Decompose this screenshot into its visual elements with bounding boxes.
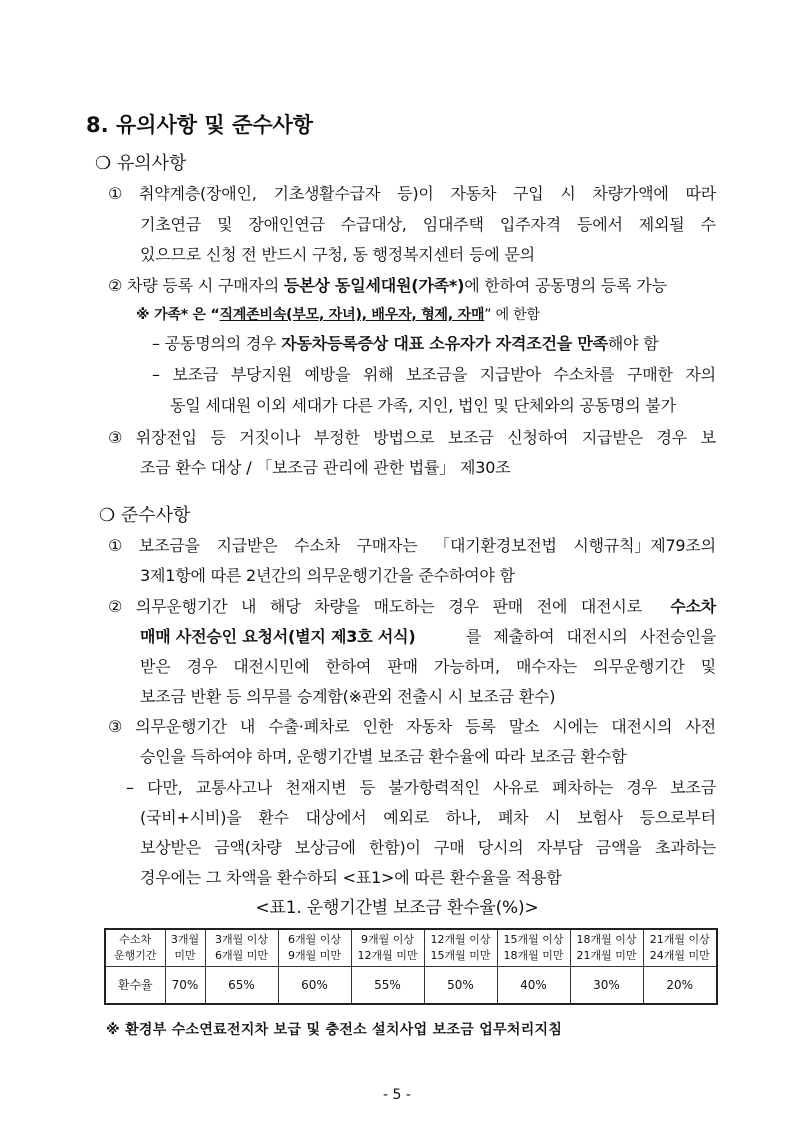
table-header-cell: 6개월 이상 9개월 미만 [278,929,351,967]
word: 당시의 [477,838,524,857]
word: 사유로 [493,778,539,797]
compliance-item2-line4: 보조금 반환 등 의무를 승계함(※관외 전출시 시 보조금 환수) [140,687,556,706]
word: 입주자격 [499,215,561,234]
word: 방법으로 [373,428,435,447]
word: 보험사 [577,808,623,827]
word: 의무운행기간 [593,657,685,676]
word: 대전시민에 [233,657,310,676]
word: ③ [108,717,123,736]
word: 보 [700,428,716,447]
word: 다만, [147,778,183,797]
table-value-cell: 60% [278,967,351,1005]
notes-item2-dash1-bold: 자동차등록증상 대표 소유자가 자격조건을 만족 [281,334,608,353]
word: 지급받은 [581,428,643,447]
word: 등으로부터 [639,808,716,827]
compliance-item2-line1 [108,596,716,618]
word: 기초연금 [140,215,202,234]
word: 지급받아 [479,365,541,384]
word: 거짓이나 [239,428,301,447]
word: 및 [217,215,233,234]
notes-item1-line2 [140,214,716,236]
word: 경우 [626,778,657,797]
table-value-cell: 50% [424,967,497,1005]
word: 차량가액에 [592,184,669,203]
word: 초과하는 [654,838,716,857]
word: 등록 [465,717,496,736]
word: 시에는 [552,717,599,736]
notes-item2-dash2-line2: 동일 세대원 이외 세대가 다른 가족, 지인, 법인 및 단체와의 공동명의 불가 [170,396,676,415]
notes-item2-bold: 등본상 동일세대원(가족*) [283,276,465,295]
notes-item1-line1 [108,183,716,205]
table-row-label: 환수율 [105,967,165,1005]
word: 시 [545,808,561,827]
word: 자동차 [450,184,497,203]
word: 제출하여 [493,627,555,646]
notes-item2-dash1 [152,333,659,355]
compliance-item3-dash-line1 [126,777,716,799]
word: 내 [239,717,256,736]
word: 인한 [362,717,394,736]
table-caption: <표1. 운행기간별 보조금 환수율(%)> [255,898,539,918]
word: 보상받은 [140,838,202,857]
notes-item3-line2: 조금 환수 대상 / 「보조금 관리에 관한 법률」 제30조 [140,458,511,477]
page-number: - 5 - [383,1087,411,1103]
word: 의무운행기간 [135,597,228,616]
word: 부당지원 [230,365,292,384]
compliance-item2-line2-bold: 매매 사전승인 요청서(별지 제3호 서식) [140,627,416,646]
table-header-cell: 18개월 이상 21개월 미만 [570,929,643,967]
word: 보조금 [447,428,494,447]
word: 받은 [140,657,171,676]
word: ③ [108,428,123,447]
word: ① [108,536,123,555]
word: 임대주택 [422,215,484,234]
word: 대상에서 [305,808,367,827]
table-header-cell: 12개월 이상 15개월 미만 [424,929,497,967]
family-note [136,304,540,326]
compliance-item2-line1-words [108,596,642,618]
word: 수출·폐차로 [268,717,350,736]
compliance-item3-dash-line3 [140,837,716,859]
notes-item1-line3: 있으므로 신청 전 반드시 구청, 동 행정복지센터 등에 문의 [140,245,535,264]
notes-heading: ❍ 유의사항 [95,153,187,174]
word: 보조금 [172,365,219,384]
compliance-item3-dash-line2 [140,807,716,829]
word: – [152,365,160,384]
word: 보상금에 [294,838,356,857]
compliance-heading: ❍ 준수사항 [99,505,191,526]
word: 시행규칙」제79조의 [573,536,716,555]
word: – [126,778,134,797]
word: 보조금을 [406,365,468,384]
notes-item2-dash1-pre: – 공동명의의 경우 [152,334,282,353]
word: 구매한 [627,365,673,384]
notes-item2-line1 [108,275,667,297]
word: 폐차하는 [552,778,614,797]
word: 경우 [186,657,218,676]
table-header-cell: 3개월 이상 6개월 미만 [205,929,278,967]
source-note: ※ 환경부 수소연료전지차 보급 및 충전소 설치사업 보조금 업무처리지침 [106,1022,563,1038]
word: 매도하는 [373,597,435,616]
compliance-item2-line2-rest [466,626,716,648]
notes-item2-dash1-post: 해야 함 [607,334,659,353]
table-value-cell: 65% [205,967,278,1005]
word: 수 [700,215,716,234]
table-header-cell: 21개월 이상 24개월 미만 [643,929,717,967]
word: 경우 [448,597,479,616]
section-title: 8. 유의사항 및 준수사항 [86,113,314,137]
word: 사전승인을 [639,627,716,646]
word: 내 [241,597,257,616]
word: 기초생활수급자 [273,184,381,203]
table-value-cell: 55% [351,967,424,1005]
compliance-item2-line2 [140,626,716,648]
word: 해당 [269,597,301,616]
word: ① [108,184,123,203]
word: 차량을 [314,597,360,616]
word: 가능하며, [434,657,500,676]
family-note-bold: 직계존비속(부모, 자녀), 배우자, 형제, 자매 [219,307,485,323]
word: 금액(차량 [214,838,282,857]
word: 경우 [656,428,687,447]
word: 한함)이 [368,838,421,857]
table-value-cell: 30% [570,967,643,1005]
word: 구입 [513,184,544,203]
word: 취약계층(장애인, [138,184,257,203]
table-value-row [105,967,717,1005]
word: 등 [210,428,226,447]
notes-item2-post: 에 한하여 공동명의 등록 가능 [464,276,667,295]
word: 하나, [445,808,482,827]
word: 수소차를 [553,365,615,384]
word: 판매 [492,597,524,616]
word: 금액을 [595,838,642,857]
word: 의무운행기간 [135,717,227,736]
word: 한하여 [325,657,372,676]
word: 구매 [434,838,465,857]
word: 등 [359,778,375,797]
word: 폐차 [497,808,529,827]
word: 등에서 [576,215,623,234]
word: 자부담 [536,838,583,857]
word: 「대기환경보전법 [434,536,557,555]
word: 보조금을 [138,536,200,555]
compliance-item3-line1 [108,716,716,738]
notes-item2-dash2-line1 [152,364,716,386]
table-header-row [105,929,717,967]
table-header-cell: 15개월 이상 18개월 미만 [497,929,570,967]
word: 천재지변 [285,778,347,797]
word: 따라 [685,184,716,203]
word: 매수자는 [516,657,578,676]
word: 수급대상, [340,215,407,234]
word: 시 [560,184,576,203]
word: 자동차 [406,717,452,736]
table-header-cell: 9개월 이상 12개월 미만 [351,929,424,967]
compliance-item1-line2: 3제1항에 따른 2년간의 의무운행기간을 준수하여야 함 [140,566,515,585]
word: 판매 [387,657,418,676]
word: 지급받은 [216,536,278,555]
word: 말소 [508,717,540,736]
word: 환수 [258,808,289,827]
word: 사전 [685,717,716,736]
word: 위해 [362,365,394,384]
compliance-item1-line1 [108,535,716,557]
word: 전에 [536,597,568,616]
word: 및 [700,657,716,676]
compliance-item3-line2: 승인을 득하여야 하며, 운행기간별 보조금 환수율에 따라 보조금 환수함 [140,747,627,766]
family-note-post: ” 에 한함 [484,307,540,323]
word: 자의 [685,365,716,384]
notes-item3-line1 [108,427,716,449]
word: 부정한 [313,428,360,447]
word: 를 [466,627,482,646]
word: 교통사고나 [195,778,273,797]
word: 대전시로 [580,597,642,616]
refund-rate-table [104,928,718,1005]
word: 구매자는 [356,536,418,555]
notes-item2-pre: ② 차량 등록 시 구매자의 [108,276,284,295]
table-header-cell: 수소차 운행기간 [105,929,165,967]
family-note-pre: ※ 가족* 은 “ [136,307,220,323]
word: 위장전입 [135,428,197,447]
word: 등)이 [397,184,434,203]
word: 보조금 [670,778,716,797]
word: 대전시의 [611,717,673,736]
word: 장애인연금 [248,215,325,234]
word: 신청하여 [507,428,569,447]
compliance-item2-line3 [140,656,716,678]
word: 예방을 [304,365,351,384]
word: 수소차 [294,536,340,555]
word: ② [108,597,123,616]
word: 대전시의 [566,627,628,646]
table-value-cell: 40% [497,967,570,1005]
table-value-cell: 70% [165,967,205,1005]
compliance-item2-line1-bold: 수소차 [670,597,716,616]
table-header-cell: 3개월 미만 [165,929,205,967]
word: 제외될 [638,215,685,234]
compliance-item3-dash-line4: 경우에는 그 차액을 환수하되 <표1>에 따른 환수율을 적용함 [140,868,562,887]
word: 불가항력적인 [388,778,480,797]
word: 예외로 [383,808,430,827]
word: (국비+시비)을 [140,808,242,827]
table-value-cell: 20% [643,967,717,1005]
